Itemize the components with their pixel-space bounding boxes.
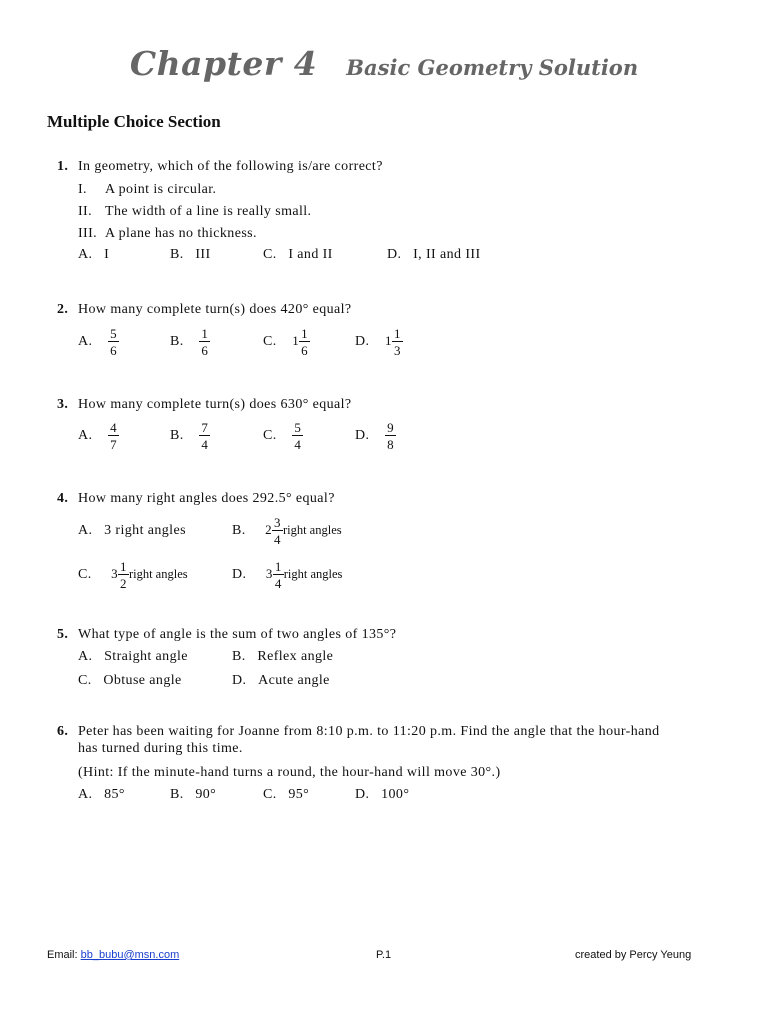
option-a: A. 3 right angles: [78, 523, 186, 538]
option-d: D. $\frac{9}{8}$: [355, 420, 395, 452]
option-c: C. 3 $\frac{1}{2}$ right angles: [78, 559, 188, 591]
option-a: A. $\frac{5}{6}$: [78, 326, 118, 358]
option-b: B. 2 $\frac{3}{4}$ right angles: [232, 515, 342, 547]
option-c: C. 1 $\frac{1}{6}$: [263, 326, 309, 358]
question-text: How many complete turn(s) does 630° equal?: [78, 397, 352, 412]
question-text: How many complete turn(s) does 420° equal?: [78, 302, 352, 317]
option-d: D. Acute angle: [232, 673, 330, 688]
options-row: [57, 247, 737, 271]
option-a: A. $\frac{4}{7}$: [78, 420, 118, 452]
document-title: [0, 44, 768, 83]
option-a: A. I: [78, 247, 110, 262]
chapter-heading: Chapter 4: [129, 44, 318, 83]
option-d: D. 1 $\frac{1}{3}$: [355, 326, 401, 358]
statement-1: I. A point is circular.: [78, 182, 217, 197]
option-d: D. 100°: [355, 787, 410, 802]
question-text-cont: has turned during this time.: [78, 741, 243, 756]
question-number: 3.: [57, 397, 69, 412]
fraction: $\frac{1}{2}$: [120, 559, 127, 591]
question-number: 5.: [57, 627, 69, 642]
email-link[interactable]: bb_bubu@msn.com: [80, 949, 180, 961]
options-row: [57, 649, 737, 673]
fraction: $\frac{3}{4}$: [274, 515, 281, 547]
option-d: D. I, II and III: [387, 247, 481, 262]
question-number: 6.: [57, 724, 69, 739]
question-number: 2.: [57, 302, 69, 317]
statement-3: III. A plane has no thickness.: [78, 226, 257, 241]
footer-credit: created by Percy Yeung: [575, 949, 692, 961]
question-2: [57, 301, 737, 359]
fraction: $\frac{9}{8}$: [387, 420, 395, 452]
question-number: 4.: [57, 491, 69, 506]
fraction: $\frac{1}{4}$: [274, 559, 282, 591]
statement-2: II. The width of a line is really small.: [78, 204, 312, 219]
option-d: D. 3 $\frac{1}{4}$ right angles: [232, 559, 343, 591]
option-c: C. I and II: [263, 247, 333, 262]
question-5: [57, 626, 737, 697]
fraction: $\frac{1}{6}$: [301, 326, 309, 358]
options-row: [57, 560, 737, 592]
options-row: [57, 327, 737, 359]
question-4: [57, 490, 737, 592]
option-c: C. Obtuse angle: [78, 673, 182, 688]
option-b: B. 90°: [170, 787, 217, 802]
option-a: A. Straight angle: [78, 649, 188, 664]
fraction: $\frac{4}{7}$: [110, 420, 118, 452]
options-row: [57, 673, 737, 697]
question-hint: (Hint: If the minute-hand turns a round, the hour-hand will move 30°.): [78, 765, 501, 780]
section-title: Multiple Choice Section: [47, 112, 221, 131]
page-number: P.1: [376, 949, 392, 961]
question-number: 1.: [57, 159, 69, 174]
email-label: Email:: [47, 949, 78, 961]
options-row: [57, 421, 737, 453]
question-text: In geometry, which of the following is/are correct?: [78, 159, 383, 174]
options-row: [57, 787, 737, 811]
question-text: Peter has been waiting for Joanne from 8:10 p.m. to 11:20 p.m. Find the angle that the hour-hand: [78, 724, 660, 739]
footer-email: [47, 949, 179, 961]
option-a: A. 85°: [78, 787, 125, 802]
question-6: [57, 723, 737, 811]
question-text: How many right angles does 292.5° equal?: [78, 491, 335, 506]
fraction: $\frac{5}{6}$: [110, 326, 118, 358]
question-3: [57, 396, 737, 453]
fraction: $\frac{1}{3}$: [393, 326, 401, 358]
fraction: $\frac{1}{6}$: [201, 326, 209, 358]
options-row: [57, 516, 737, 548]
chapter-subtitle: Basic Geometry Solution: [346, 55, 639, 80]
option-c: C. 95°: [263, 787, 310, 802]
fraction: $\frac{5}{4}$: [294, 420, 302, 452]
question-1: [57, 158, 737, 271]
option-b: B. $\frac{7}{4}$: [170, 420, 209, 452]
question-text: What type of angle is the sum of two angles of 135°?: [78, 627, 397, 642]
option-b: B. III: [170, 247, 211, 262]
option-c: C. $\frac{5}{4}$: [263, 420, 302, 452]
option-b: B. Reflex angle: [232, 649, 334, 664]
option-b: B. $\frac{1}{6}$: [170, 326, 209, 358]
fraction: $\frac{7}{4}$: [201, 420, 209, 452]
